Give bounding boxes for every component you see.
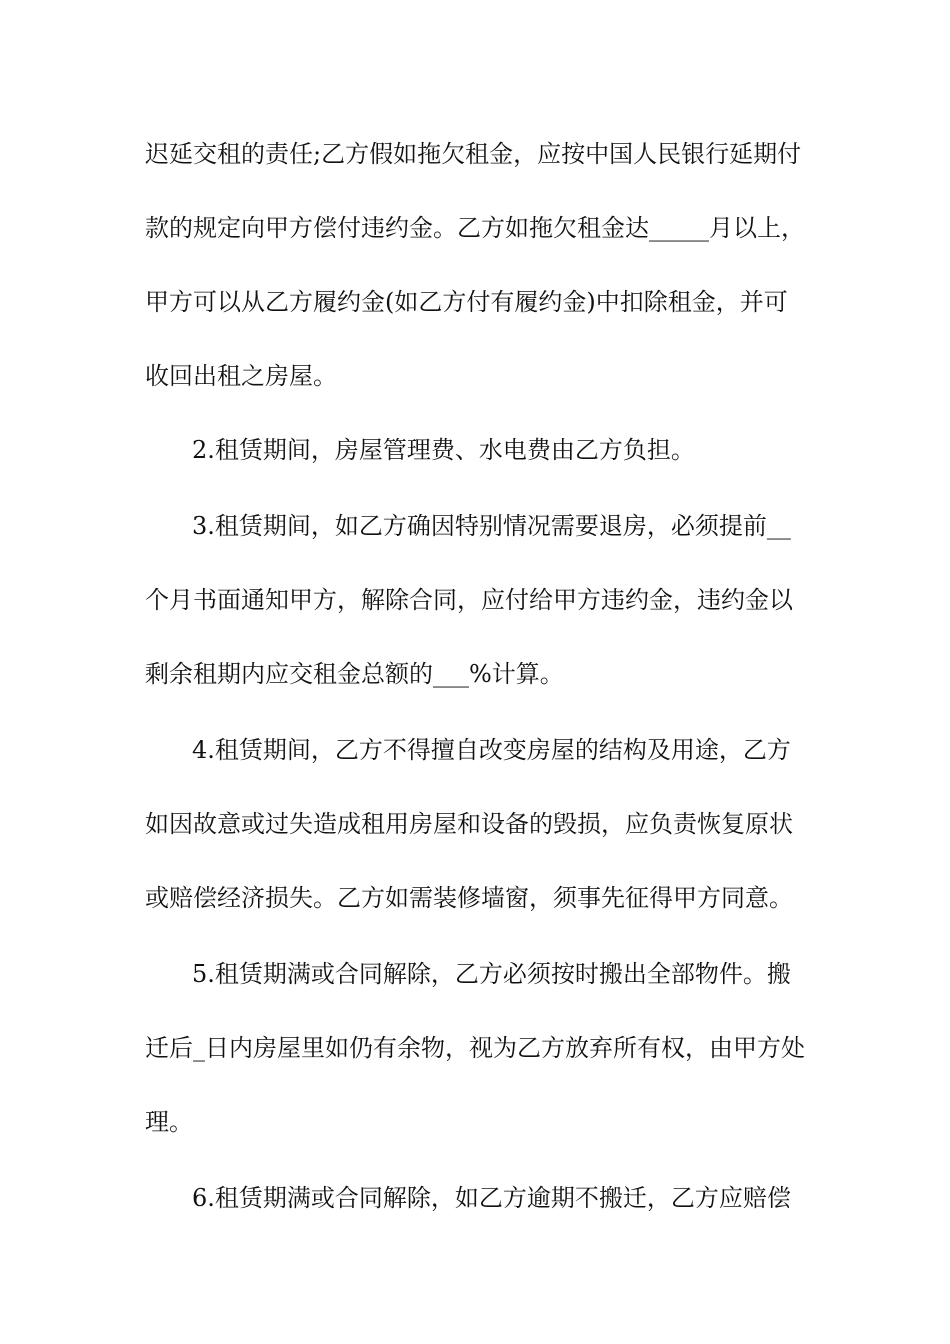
clause-2: 2.租赁期间，房屋管理费、水电费由乙方负担。 — [192, 436, 695, 464]
clause-4-line-1: 4.租赁期间，乙方不得擅自改变房屋的结构及用途，乙方 — [192, 736, 791, 764]
clause-4-line-2: 如因故意或过失造成租用房屋和设备的毁损，应负责恢复原状 — [145, 810, 793, 838]
clause-4-line-3: 或赔偿经济损失。乙方如需装修墙窗，须事先征得甲方同意。 — [145, 884, 793, 912]
clause-3-line-1: 3.租赁期间，如乙方确因特别情况需要退房，必须提前__ — [192, 512, 791, 540]
clause-5-line-3: 理。 — [145, 1108, 193, 1136]
clause-3-line-3: 剩余租期内应交租金总额的___%计算。 — [145, 660, 564, 688]
clause-5-line-1: 5.租赁期满或合同解除，乙方必须按时搬出全部物件。搬 — [192, 960, 791, 988]
text-line-3: 甲方可以从乙方履约金(如乙方付有履约金)中扣除租金，并可 — [145, 288, 788, 316]
text-line-2: 款的规定向甲方偿付违约金。乙方如拖欠租金达_____月以上， — [145, 214, 805, 242]
text-line-4: 收回出租之房屋。 — [145, 362, 337, 390]
clause-3-line-2: 个月书面通知甲方，解除合同，应付给甲方违约金，违约金以 — [145, 586, 793, 614]
clause-6-line-1: 6.租赁期满或合同解除，如乙方逾期不搬迁，乙方应赔偿 — [192, 1184, 791, 1212]
clause-5-line-2: 迁后_日内房屋里如仍有余物，视为乙方放弃所有权，由甲方处 — [145, 1034, 805, 1062]
text-line-1: 迟延交租的责任;乙方假如拖欠租金，应按中国人民银行延期付 — [145, 140, 802, 168]
